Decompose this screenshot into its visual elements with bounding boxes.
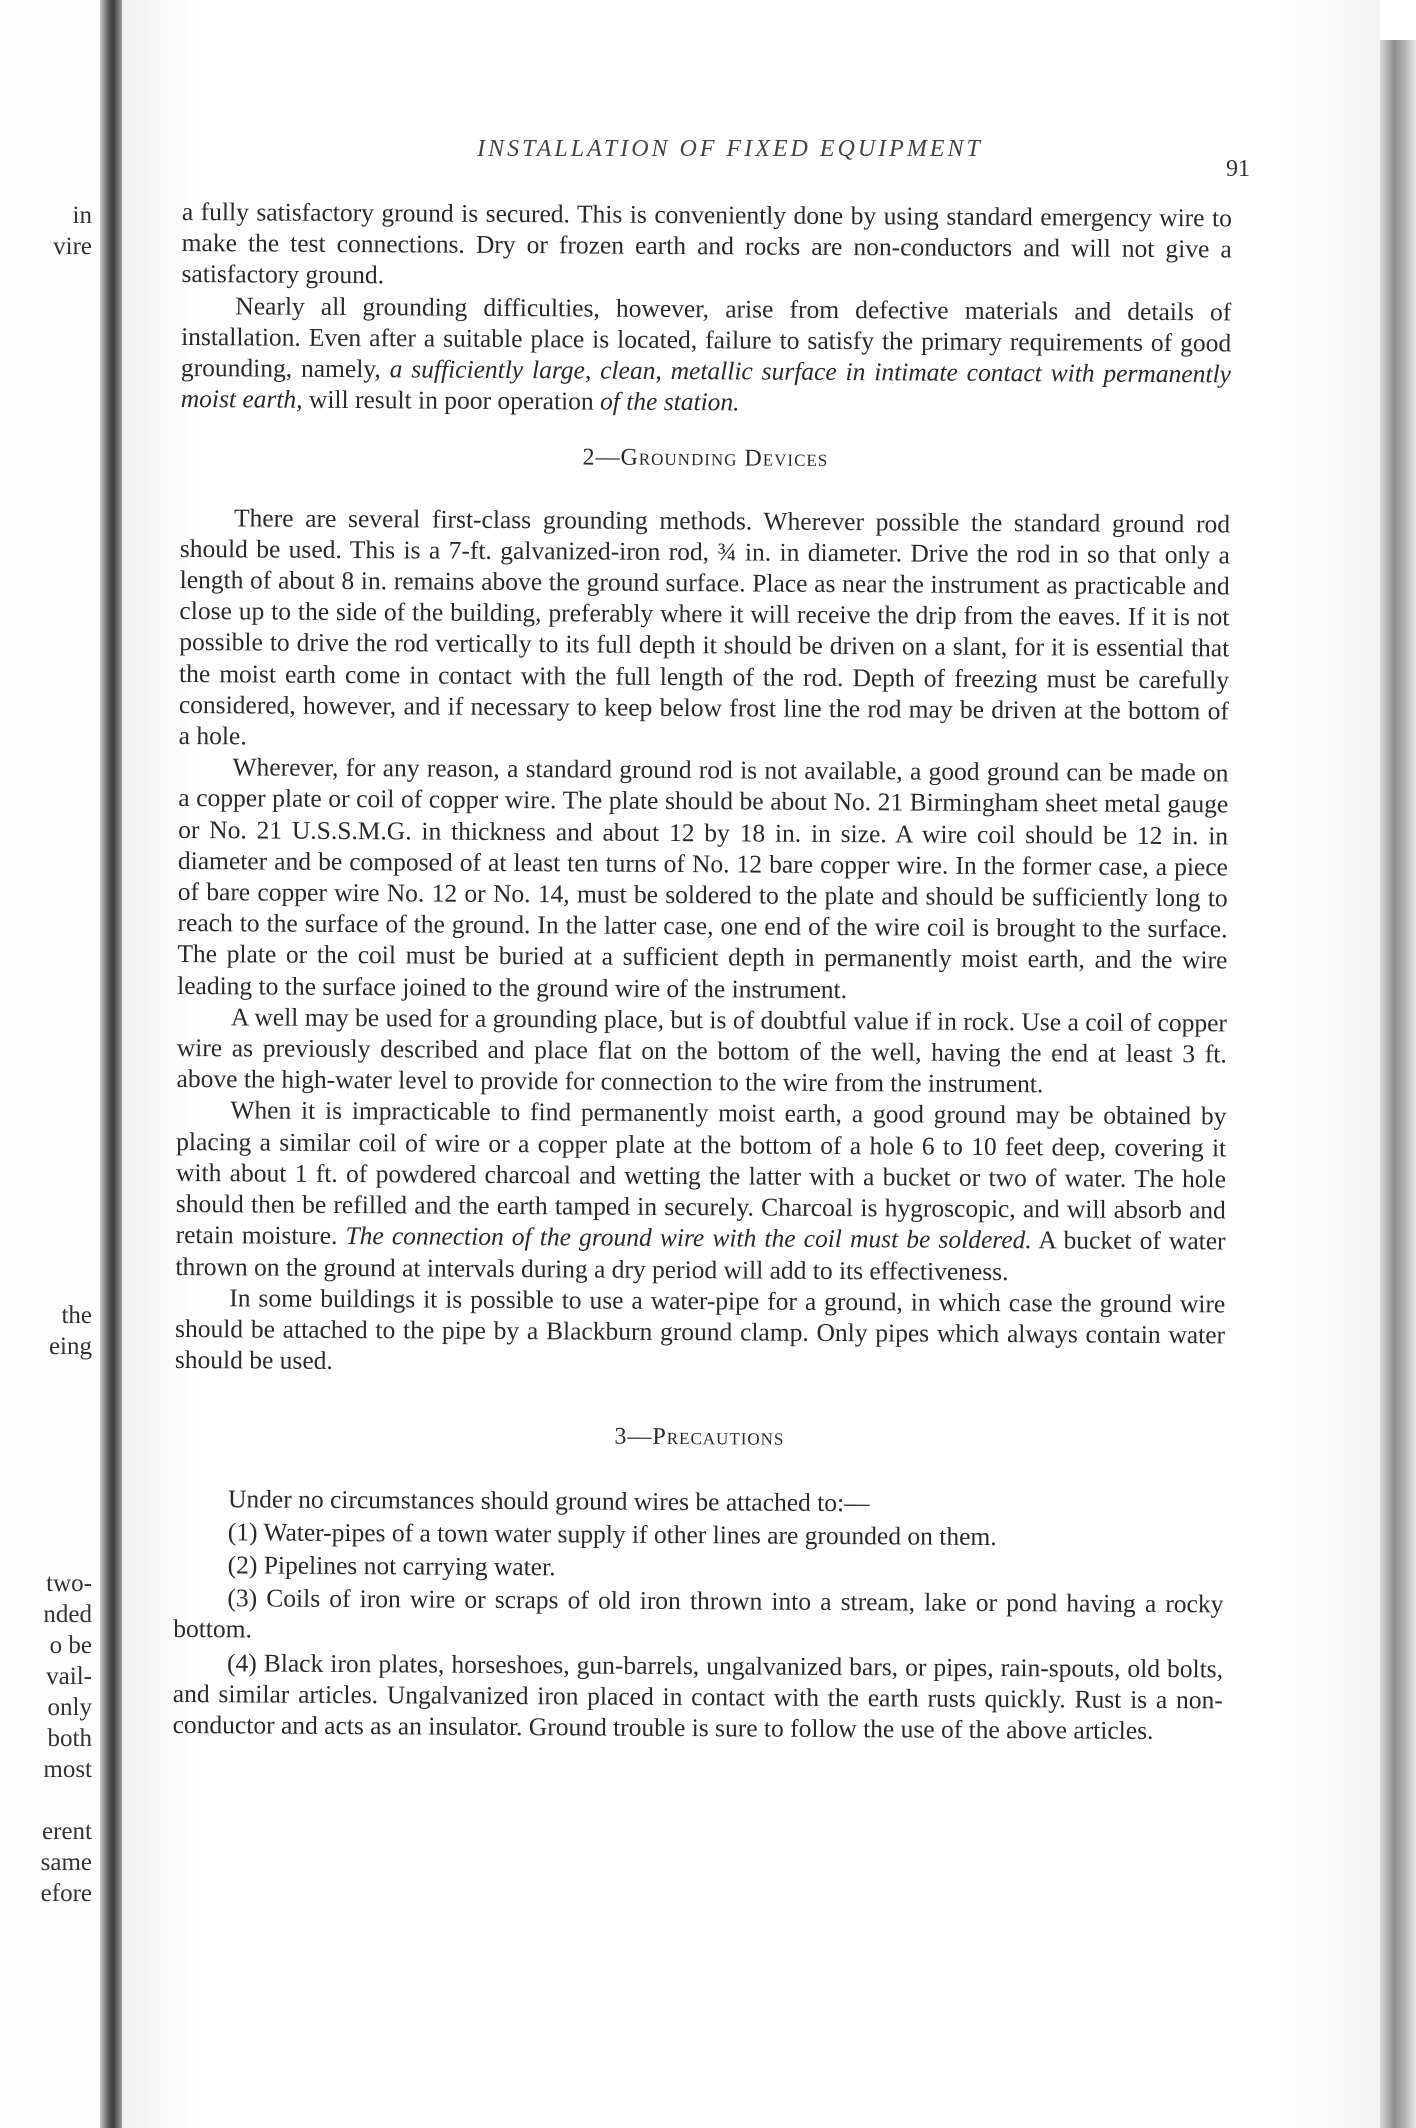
paragraph: In some buildings it is possible to use a water-pipe for a ground, in which case the ground wire should be attached to the pipe by a Blackburn ground clamp. Only pipes which always contain water should be used. (174, 1283, 1226, 1376)
paragraph: a fully satisfactory ground is secured. This is conveniently done by using standard emergency wire to make the test connections. Dry or frozen earth and rocks are non-conductors and will not give a satisfactory ground. (181, 196, 1232, 290)
list-item: (3) Coils of iron wire or scraps of old iron thrown into a stream, lake or pond having a rocky bottom. (173, 1583, 1224, 1644)
paragraph (175, 1094, 1226, 1288)
fragment-line: vail- (46, 1663, 92, 1690)
precautions-list (173, 1516, 1224, 1747)
fragment-line: in (72, 202, 92, 229)
page-edge (1380, 40, 1416, 2128)
fragment-line: both (47, 1725, 92, 1752)
paragraph: There are several first-class grounding methods. Wherever possible the standard ground rod should be used. This is a 7-ft. galvanized-iron rod, ¾ in. in diameter. Drive the rod in so that only a length of about 8 in. remains above the ground surface. Place as near the instrument as practicable and close up to the side of the building, preferably where it will receive the drip from the eaves. If it is not possible to drive the rod vertically to its full depth it should be driven on a slant, for it is essential that the moist earth come in contact with the full length of the rod. Depth of freezing must be carefully considered, however, and if necessary to keep below frost line the rod may be driven at the bottom of a hole. (178, 502, 1231, 751)
emphasis-text: of the station. (599, 386, 740, 417)
page-body (173, 196, 1232, 1747)
list-item: (4) Black iron plates, horseshoes, gun-barrels, ungalvanized bars, or pipes, rain-spouts, old bolts, and similar articles. Ungalvanized iron placed in contact with the earth rusts quickly. Rust is a non-conductor and acts as an insulator. Ground trouble is sure to follow the use of the above articles. (172, 1647, 1224, 1745)
emphasis-text: a sufficiently large, clean, metallic surface in intimate contact with permanently moist earth, (180, 354, 1232, 414)
running-header: INSTALLATION OF FIXED EQUIPMENT (477, 136, 983, 162)
fragment-line: vire (53, 233, 92, 260)
facing-page-fragment-middle (49, 1300, 92, 1362)
paragraph-text: Nearly all grounding difficulties, however, arise from defective materials and details of installation. Even after a suitable place is located, failure to satisfy the primary requirements of good grounding, namely, (180, 290, 1232, 384)
list-item: (1) Water-pipes of a town water supply if other lines are grounded on them. (227, 1517, 997, 1551)
paragraph: A well may be used for a grounding place, but is of doubtful value if in rock. Use a coil of copper wire as previously described and place flat on the bottom of the well, having the end at least 3 ft. above the high-water level to provide for connection to the wire from the instrument. (176, 1002, 1228, 1099)
paragraph (181, 290, 1232, 421)
paragraph: Under no circumstances should ground wires be attached to:— (227, 1483, 870, 1517)
fragment-line: the (61, 1302, 92, 1329)
facing-page-fragment (0, 0, 100, 2128)
paragraph-text: will result in poor operation (302, 384, 601, 416)
fragment-line: erent (42, 1818, 92, 1845)
emphasis-text: The connection of the ground wire with the coil must be soldered. (345, 1221, 1032, 1255)
fragment-line: eing (48, 1333, 92, 1360)
page-number: 91 (1226, 156, 1250, 182)
facing-page-fragment-bottom (41, 1568, 92, 1909)
paragraph: Wherever, for any reason, a standard ground rod is not available, a good ground can be made on a copper plate or coil of copper wire. The plate should be about No. 21 Birmingham sheet metal gauge or No. 21 U.S.S.M.G. in thickness and about 12 by 18 in. in size. A wire coil should be 12 in. in diameter and be composed of at least ten turns of No. 12 bare copper wire. In the former case, a piece of bare copper wire No. 12 or No. 14, must be soldered to the plate and should be sufficiently long to reach to the surface of the ground. In the latter case, one end of the wire coil is brought to the surface. The plate or the coil must be buried at a sufficient depth in permanently moist earth, and the wire leading to the surface joined to the ground wire of the instrument. (177, 752, 1229, 1004)
paragraph-text: When it is impracticable to find permanently moist earth, a good ground may be obtained by placing a similar coil of wire or a copper plate at the bottom of a hole 6 to 10 feet deep, covering it with about 1 ft. of powdered charcoal and wetting the latter with a bucket or two of water. The hole should then be refilled and the earth tamped in securely. Charcoal is hygroscopic, and will absorb and retain moisture. (175, 1095, 1227, 1251)
fragment-line (41, 1785, 92, 1816)
section-heading: 2—Grounding Devices (582, 444, 829, 473)
book-gutter (100, 0, 122, 2128)
fragment-line: o be (49, 1632, 92, 1659)
fragment-line: most (43, 1756, 92, 1783)
fragment-line: two- (46, 1570, 92, 1597)
section-heading: 3—Precautions (614, 1423, 785, 1452)
list-item: (2) Pipelines not carrying water. (227, 1550, 556, 1582)
fragment-line: efore (40, 1880, 92, 1907)
fragment-line: same (40, 1849, 92, 1876)
fragment-line: nded (43, 1601, 92, 1628)
paragraph-text: A bucket of water thrown on the ground at intervals during a dry period will add to its effectiveness. (175, 1225, 1226, 1286)
fragment-line: only (47, 1694, 92, 1721)
facing-page-fragment-top (53, 200, 92, 262)
